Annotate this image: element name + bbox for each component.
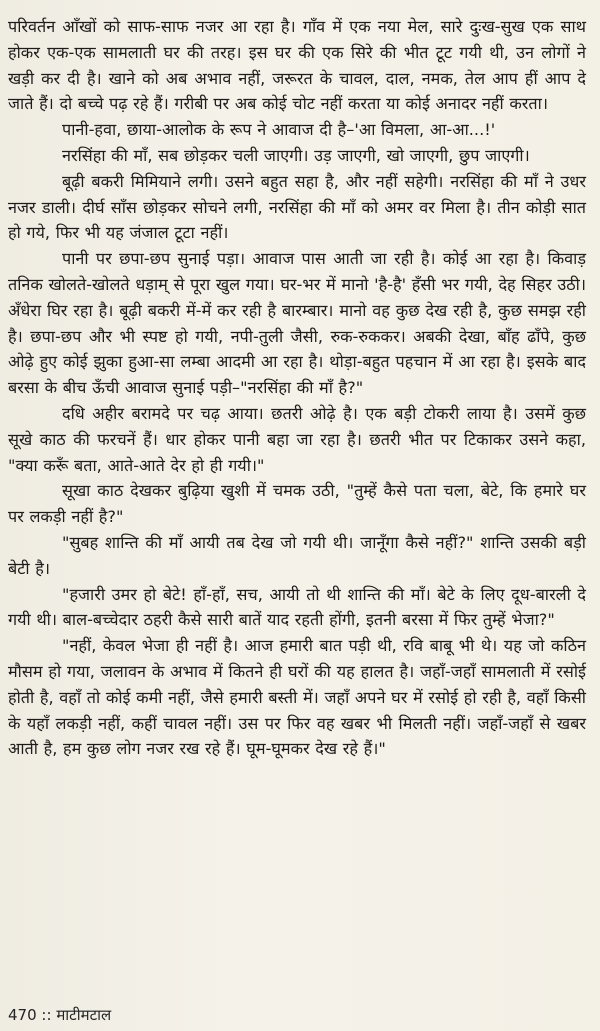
paragraph: "हजारी उमर हो बेटे! हाँ-हाँ, सच, आयी तो थी शान्ति की माँ। बेटे के लिए दूध-बारली दे गयी थी। बाल-बच्चेदार ठहरी कैसे सारी बातें याद रहती होंगी, इतनी बरसा में फिर तुम्हें भेजा?" bbox=[8, 584, 586, 630]
page-body bbox=[8, 14, 586, 762]
paragraph: "नहीं, केवल भेजा ही नहीं है। आज हमारी बात पड़ी थी, रवि बाबू भी थे। यह जो कठिन मौसम हो गया, जलावन के अभाव में कितने ही घरों की यह हालत है। जहाँ-जहाँ सामलाती में रसोई होती है, वहाँ तो कोई कमी नहीं, जैसे हमारी बस्ती में। जहाँ अपने घर में रसोई हो रही है, वहाँ किसी के यहाँ लकड़ी नहीं, कहीं चावल नहीं। उस पर फिर वह खबर भी मिलती नहीं। जहाँ-जहाँ से खबर आती है, हम कुछ लोग नजर रख रहे हैं। घूम-घूमकर देख रहे हैं।" bbox=[8, 636, 586, 759]
page-number: 470 bbox=[8, 1006, 37, 1024]
paragraph: बूढ़ी बकरी मिमियाने लगी। उसने बहुत सहा है, और नहीं सहेगी। नरसिंहा की माँ ने उधर नजर डाली। दीर्घ साँस छोड़कर सोचने लगी, नरसिंहा की माँ को अमर वर मिला है। तीन कोड़ी सात हो गये, फिर भी यह जंजाल टूटा नहीं। bbox=[8, 171, 586, 243]
paragraph: सूखा काठ देखकर बुढ़िया खुशी में चमक उठी, "तुम्हें कैसे पता चला, बेटे, कि हमारे घर पर लकड़ी नहीं है?" bbox=[8, 481, 586, 527]
paragraph: "सुबह शान्ति की माँ आयी तब देख जो गयी थी। जानूँगा कैसे नहीं?" शान्ति उसकी बड़ी बेटी है। bbox=[8, 532, 586, 578]
paragraph: पानी पर छपा-छप सुनाई पड़ा। आवाज पास आती जा रही है। कोई आ रहा है। किवाड़ तनिक खोलते-खोलते धड़ाम् से पूरा खुल गया। घर-भर में मानो 'है-है' हँसी भर गयी, देह सिहर उठी। अँधेरा घिर रहा है। बूढ़ी बकरी में-में कर रही है बारम्बार। मानो वह कुछ देख रही है, कुछ समझ रही है। छपा-छप और भी स्पष्ट हो गयी, नपी-तुली जैसी, रुक-रुककर। अबकी देखा, बाँह ढाँपे, कुछ ओढ़े हुए कोई झुका हुआ-सा लम्बा आदमी आ रहा है। थोड़ा-बहुत पहचान में आ रहा है। इसके बाद बरसा के बीच ऊँची आवाज सुनाई पड़ी–"नरसिंहा की माँ है?" bbox=[8, 249, 586, 398]
paragraph: पानी-हवा, छाया-आलोक के रूप ने आवाज दी है–'आ विमला, आ-आ...!' bbox=[62, 120, 496, 140]
paragraph: दधि अहीर बरामदे पर चढ़ आया। छतरी ओढ़े है। एक बड़ी टोकरी लाया है। उसमें कुछ सूखे काठ की फरचनें हैं। धार होकर पानी बहा जा रहा है। छतरी भीत पर टिकाकर उसने कहा, "क्या करूँ बता, आते-आते देर हो ही गयी।" bbox=[8, 403, 586, 475]
footer-separator: :: bbox=[41, 1006, 52, 1024]
page-footer bbox=[8, 1005, 111, 1025]
book-title: माटीमटाल bbox=[56, 1006, 112, 1024]
paragraph: परिवर्तन आँखों को साफ-साफ नजर आ रहा है। गाँव में एक नया मेल, सारे दुःख-सुख एक साथ होकर एक-एक सामलाती घर की तरह। इस घर की एक सिरे की भीत टूट गयी थी, उन लोगों ने खड़ी कर दी है। खाने को अब अभाव नहीं, जरूरत के चावल, दाल, नमक, तेल आप हीं आप दे जाते हैं। दो बच्चे पढ़ रहे हैं। गरीबी पर अब कोई चोट नहीं करता या कोई अनादर नहीं करता। bbox=[8, 17, 586, 114]
paragraph: नरसिंहा की माँ, सब छोड़कर चली जाएगी। उड़ जाएगी, खो जाएगी, छुप जाएगी। bbox=[62, 145, 530, 165]
